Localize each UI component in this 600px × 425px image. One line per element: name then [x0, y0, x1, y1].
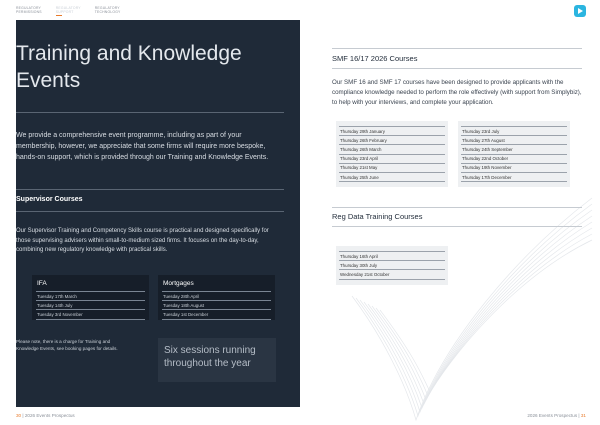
ifa-date: Tuesday 3rd November — [36, 309, 145, 319]
mortgages-date: Tuesday 1st December — [162, 309, 271, 319]
supervisor-divider — [16, 211, 284, 212]
tab-label-line1: REGULATORY — [16, 6, 41, 10]
ifa-heading: IFA — [37, 280, 47, 287]
smf-date: Thursday 24th September — [461, 145, 567, 154]
tab-label-line2: SUPPORT — [55, 10, 74, 14]
smf-date: Thursday 21st May — [339, 164, 445, 173]
tab-regulatory-technology[interactable] — [95, 6, 121, 16]
tab-label-line1: REGULATORY — [55, 6, 81, 10]
mortgages-heading: Mortgages — [163, 280, 194, 287]
smf-heading: SMF 16/17 2026 Courses — [332, 54, 418, 63]
intro-text: We provide a comprehensive event programme, including as part of your membership, however, we appreciate that some firms will require more bespoke, hands-on support, which is provided through our Training and Knowledge Events. — [16, 132, 269, 161]
tab-regulatory-support[interactable] — [56, 6, 81, 16]
smf-body: Our SMF 16 and SMF 17 courses have been designed to provide applicants with the compliance knowledge needed to perform the role effectively (with support from Simplybiz), to help with your interviews, and complete your application. — [332, 79, 582, 106]
reg-divider — [332, 226, 582, 227]
tab-label-line2: PERMISSIONS — [16, 10, 42, 14]
smf-date: Thursday 26th March — [339, 145, 445, 154]
footer-right: 2026 Events Prospectus | 31 — [527, 413, 586, 418]
brand-logo-icon — [574, 5, 586, 17]
reg-date: Thursday 16th April — [339, 251, 445, 261]
smf-date: Thursday 19th November — [461, 164, 567, 173]
page-number: 30 — [16, 413, 22, 418]
mortgages-date: Tuesday 18th August — [162, 300, 271, 309]
smf-dates-col1 — [336, 121, 448, 187]
section-divider — [16, 189, 284, 190]
ifa-card — [32, 275, 149, 320]
tab-regulatory-permissions[interactable] — [16, 6, 42, 16]
page-number: 31 — [580, 413, 586, 418]
page-title: Training and Knowledge Events — [16, 42, 242, 92]
smf-date: Thursday 22nd October — [461, 155, 567, 164]
footer-left: 30 | 2026 Events Prospectus — [16, 413, 75, 418]
footer-title: 2026 Events Prospectus — [527, 413, 578, 418]
reg-dates — [336, 246, 448, 285]
smf-date: Thursday 17th December — [461, 173, 567, 182]
ifa-date: Tuesday 14th July — [36, 300, 145, 309]
smf-top-divider — [332, 48, 582, 49]
smf-divider — [332, 68, 582, 69]
sessions-highlight: Six sessions running throughout the year — [158, 338, 276, 382]
mortgages-card — [158, 275, 275, 320]
charge-note: Please note, there is a charge for Training and Knowledge Events, see booking pages for details. — [16, 339, 118, 351]
smf-date: Thursday 23rd July — [461, 126, 567, 136]
smf-date: Thursday 25th June — [339, 173, 445, 182]
tab-label-line2: TECHNOLOGY — [94, 10, 121, 14]
smf-date: Thursday 27th August — [461, 136, 567, 145]
supervisor-heading: Supervisor Courses — [16, 196, 83, 203]
ifa-date: Tuesday 17th March — [36, 291, 145, 300]
section-tabs — [16, 6, 121, 16]
mortgages-date: Tuesday 28th April — [162, 291, 271, 300]
footer-title: 2026 Events Prospectus — [24, 413, 75, 418]
smf-date: Thursday 26th February — [339, 136, 445, 145]
active-tab-indicator — [56, 15, 62, 16]
reg-top-divider — [332, 207, 582, 208]
reg-heading: Reg Data Training Courses — [332, 212, 423, 221]
title-divider — [16, 112, 284, 113]
supervisor-body: Our Supervisor Training and Competency Skills course is practical and designed specifically for those supervising advisers within small-to-medium sized firms. It focuses on the day-to-day, combining new regulatory knowledge with practical skills. — [16, 228, 269, 253]
tab-label-line1: REGULATORY — [94, 6, 120, 10]
checkmark-swoosh-graphic — [300, 150, 600, 425]
smf-date: Thursday 23rd April — [339, 155, 445, 164]
smf-dates-col2 — [458, 121, 570, 187]
reg-date: Wednesday 21st October — [339, 270, 445, 279]
reg-date: Thursday 30th July — [339, 261, 445, 270]
smf-date: Thursday 29th January — [339, 126, 445, 136]
